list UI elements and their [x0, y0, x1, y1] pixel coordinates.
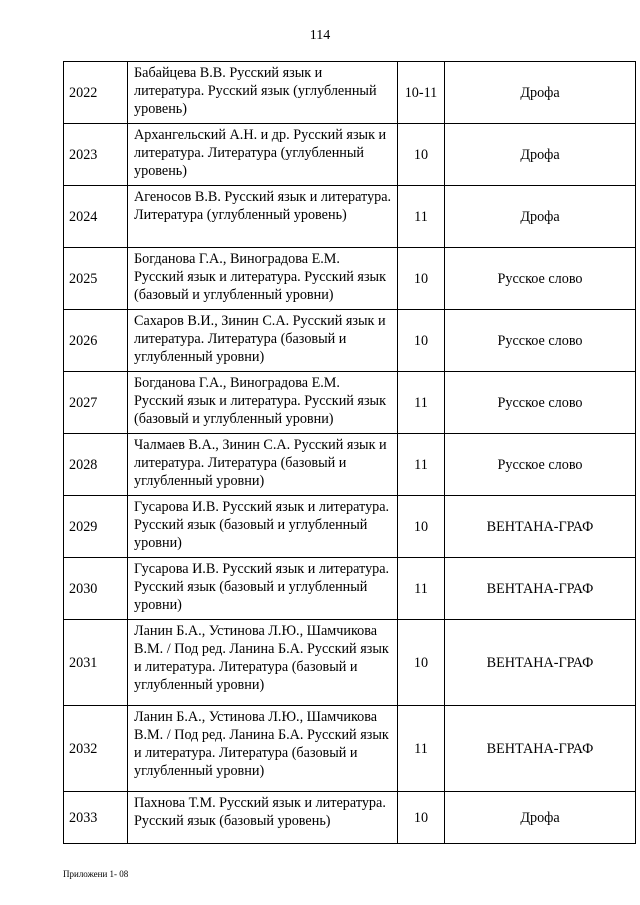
row-title-cell: Сахаров В.И., Зинин С.А. Русский язык и литература. Литература (базовый и углубленный уровни) — [128, 310, 398, 372]
table-row — [64, 372, 636, 434]
table-row — [64, 62, 636, 124]
row-grade-cell: 11 — [398, 706, 445, 792]
page-footer: Приложени 1- 08 — [63, 869, 129, 879]
row-title-cell: Гусарова И.В. Русский язык и литература. Русский язык (базовый и углубленный уровни) — [128, 558, 398, 620]
row-publisher-cell: Дрофа — [445, 186, 636, 248]
row-id-cell: 2027 — [64, 372, 128, 434]
table-row — [64, 186, 636, 248]
row-id-cell: 2022 — [64, 62, 128, 124]
row-publisher-cell: ВЕНТАНА-ГРАФ — [445, 558, 636, 620]
row-title-cell: Ланин Б.А., Устинова Л.Ю., Шамчикова В.М. / Под ред. Ланина Б.А. Русский язык и литература. Литература (базовый и углубленный уровни) — [128, 620, 398, 706]
row-title-cell: Чалмаев В.А., Зинин С.А. Русский язык и литература. Литература (базовый и углубленный уровни) — [128, 434, 398, 496]
row-id-cell: 2025 — [64, 248, 128, 310]
row-grade-cell: 10 — [398, 620, 445, 706]
row-title-cell: Архангельский А.Н. и др. Русский язык и литература. Литература (углубленный уровень) — [128, 124, 398, 186]
row-publisher-cell: Русское слово — [445, 310, 636, 372]
table-row — [64, 792, 636, 844]
row-publisher-cell: ВЕНТАНА-ГРАФ — [445, 706, 636, 792]
row-publisher-cell: ВЕНТАНА-ГРАФ — [445, 620, 636, 706]
row-id-cell: 2032 — [64, 706, 128, 792]
table-row — [64, 620, 636, 706]
row-grade-cell: 10 — [398, 792, 445, 844]
row-id-cell: 2026 — [64, 310, 128, 372]
row-grade-cell: 11 — [398, 186, 445, 248]
row-publisher-cell: Дрофа — [445, 62, 636, 124]
row-grade-cell: 11 — [398, 372, 445, 434]
row-id-cell: 2024 — [64, 186, 128, 248]
row-title-cell: Богданова Г.А., Виноградова Е.М. Русский язык и литература. Русский язык (базовый и углубленный уровни) — [128, 248, 398, 310]
row-title-cell: Гусарова И.В. Русский язык и литература. Русский язык (базовый и углубленный уровни) — [128, 496, 398, 558]
row-title-cell: Агеносов В.В. Русский язык и литература. Литература (углубленный уровень) — [128, 186, 398, 248]
row-id-cell: 2028 — [64, 434, 128, 496]
table-row — [64, 558, 636, 620]
row-publisher-cell: ВЕНТАНА-ГРАФ — [445, 496, 636, 558]
row-id-cell: 2031 — [64, 620, 128, 706]
row-grade-cell: 10-11 — [398, 62, 445, 124]
table-row — [64, 434, 636, 496]
row-publisher-cell: Дрофа — [445, 792, 636, 844]
row-grade-cell: 10 — [398, 124, 445, 186]
row-id-cell: 2029 — [64, 496, 128, 558]
table-row — [64, 706, 636, 792]
row-title-cell: Пахнова Т.М. Русский язык и литература. Русский язык (базовый уровень) — [128, 792, 398, 844]
row-id-cell: 2030 — [64, 558, 128, 620]
row-grade-cell: 10 — [398, 310, 445, 372]
row-grade-cell: 10 — [398, 496, 445, 558]
row-publisher-cell: Русское слово — [445, 434, 636, 496]
row-title-cell: Ланин Б.А., Устинова Л.Ю., Шамчикова В.М. / Под ред. Ланина Б.А. Русский язык и литература. Литература (базовый и углубленный уровни) — [128, 706, 398, 792]
textbook-table — [63, 61, 636, 844]
row-grade-cell: 11 — [398, 434, 445, 496]
row-title-cell: Богданова Г.А., Виноградова Е.М. Русский язык и литература. Русский язык (базовый и углубленный уровни) — [128, 372, 398, 434]
table-row — [64, 248, 636, 310]
row-publisher-cell: Русское слово — [445, 248, 636, 310]
row-grade-cell: 10 — [398, 248, 445, 310]
row-publisher-cell: Дрофа — [445, 124, 636, 186]
table-row — [64, 496, 636, 558]
table-row — [64, 124, 636, 186]
row-id-cell: 2033 — [64, 792, 128, 844]
page-number: 114 — [309, 28, 331, 43]
table-row — [64, 310, 636, 372]
row-id-cell: 2023 — [64, 124, 128, 186]
row-grade-cell: 11 — [398, 558, 445, 620]
row-publisher-cell: Русское слово — [445, 372, 636, 434]
row-title-cell: Бабайцева В.В. Русский язык и литература. Русский язык (углубленный уровень) — [128, 62, 398, 124]
table-body — [64, 62, 636, 844]
